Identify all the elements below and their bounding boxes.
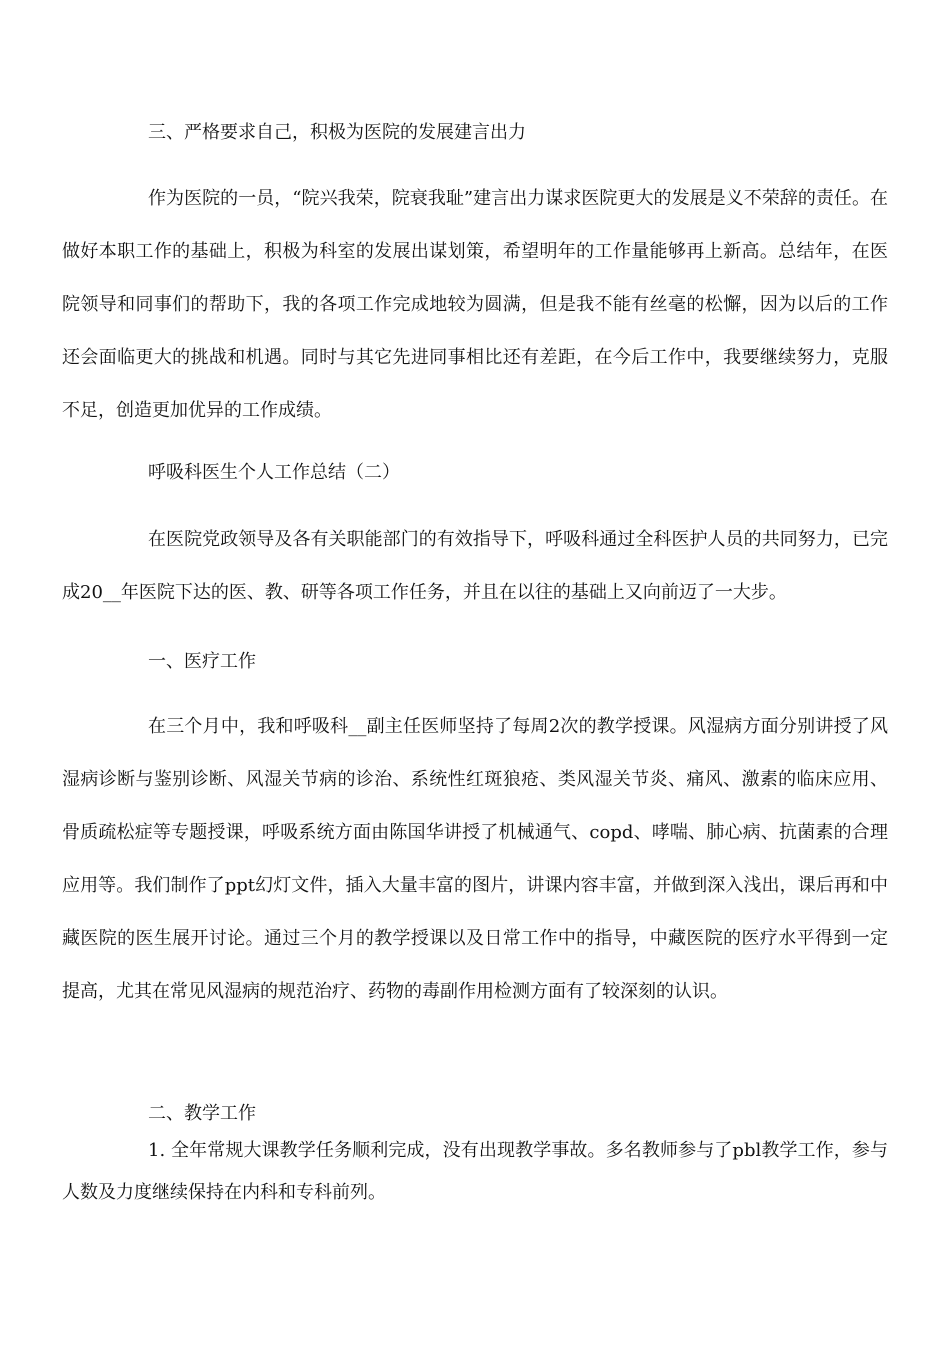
section-heading-medical-work: 一、医疗工作	[148, 651, 256, 672]
summary-title-2: 呼吸科医生个人工作总结（二）	[148, 462, 400, 483]
section-heading-3: 三、严格要求自己，积极为医院的发展建言出力	[148, 122, 526, 143]
paragraph-medical-work: 在三个月中，我和呼吸科__副主任医师坚持了每周2次的教学授课。风湿病方面分别讲授了风湿病诊断与鉴别诊断、风湿关节病的诊治、系统性红斑狼疮、类风湿关节炎、痛风、激素的临床应用、骨质疏松症等专题授课，呼吸系统方面由陈国华讲授了机械通气、copd、哮喘、肺心病、抗菌素的合理应用等。我们制作了ppt幻灯文件，插入大量丰富的图片，讲课内容丰富，并做到深入浅出，课后再和中藏医院的医生展开讨论。通过三个月的教学授课以及日常工作中的指导，中藏医院的医疗水平得到一定提高，尤其在常见风湿病的规范治疗、药物的毒副作用检测方面有了较深刻的认识。	[62, 716, 888, 1002]
paragraph-hospital-development: 作为医院的一员，“院兴我荣，院衰我耻”建言出力谋求医院更大的发展是义不荣辞的责任。在做好本职工作的基础上，积极为科室的发展出谋划策，希望明年的工作量能够再上新高。总结年，在医院领导和同事们的帮助下，我的各项工作完成地较为圆满，但是我不能有丝毫的松懈，因为以后的工作还会面临更大的挑战和机遇。同时与其它先进同事相比还有差距，在今后工作中，我要继续努力，克服不足，创造更加优异的工作成绩。	[62, 188, 888, 421]
section-heading-teaching-work: 二、教学工作	[148, 1103, 256, 1124]
paragraph-teaching-work: 1. 全年常规大课教学任务顺利完成，没有出现教学事故。多名教师参与了pbl教学工作，参与人数及力度继续保持在内科和专科前列。	[62, 1140, 888, 1203]
paragraph-respiratory-intro: 在医院党政领导及各有关职能部门的有效指导下，呼吸科通过全科医护人员的共同努力，已完成20__年医院下达的医、教、研等各项工作任务，并且在以往的基础上又向前迈了一大步。	[62, 529, 888, 603]
